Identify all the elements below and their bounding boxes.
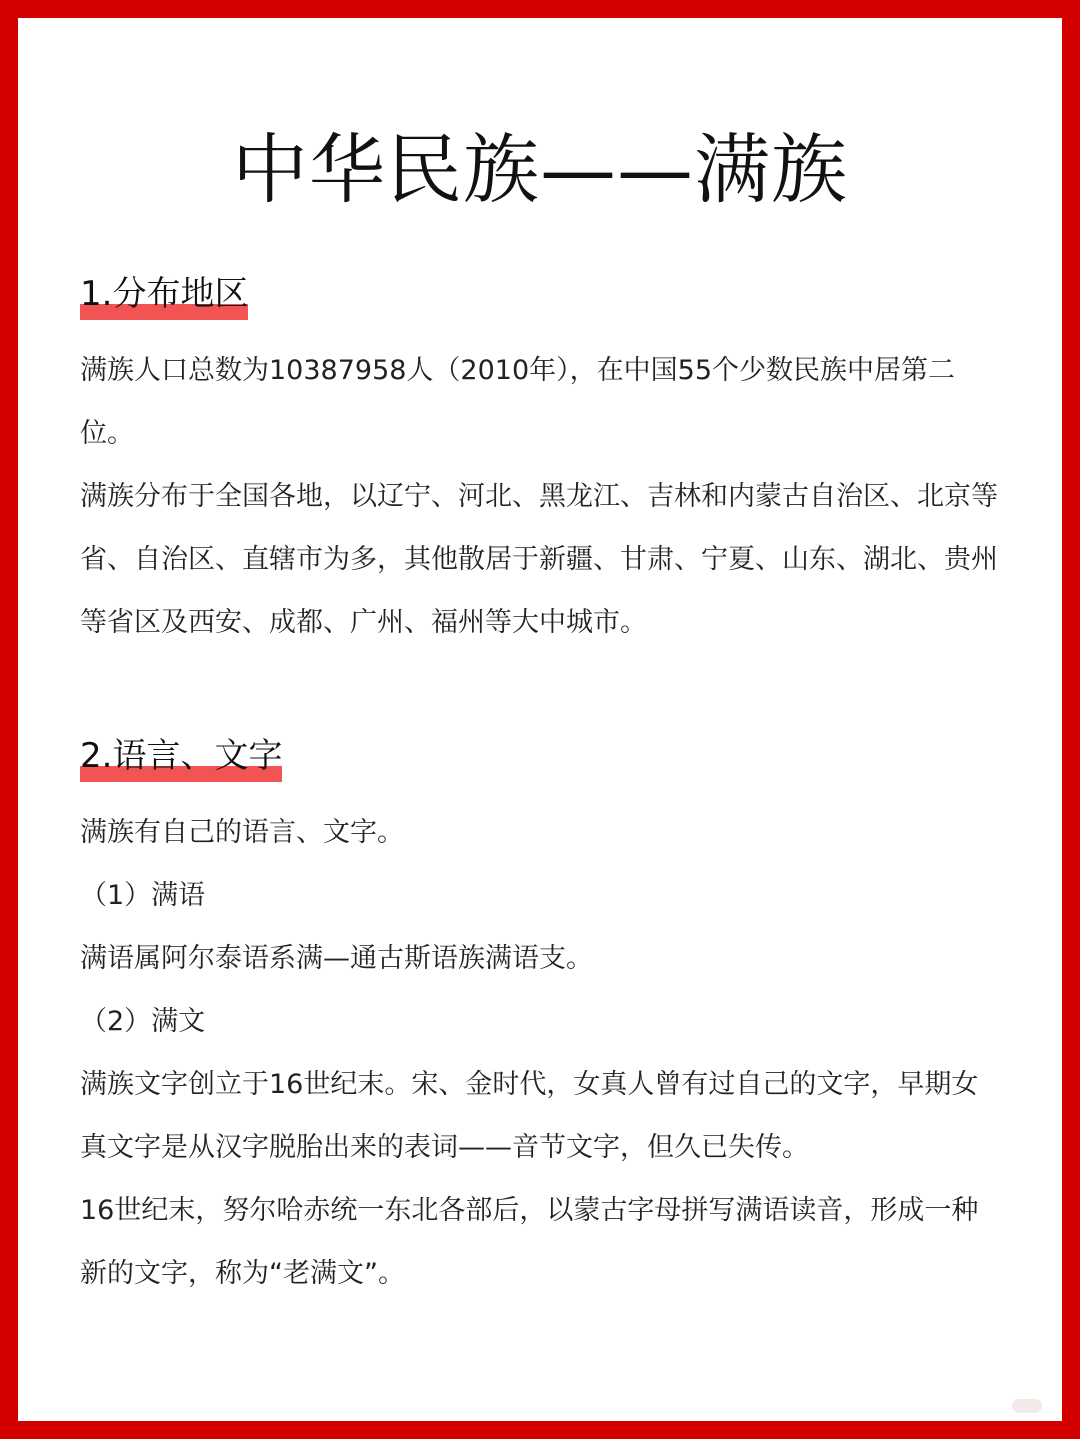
section-heading-distribution: [80, 272, 248, 316]
section-heading-language: [80, 734, 282, 778]
paragraph: （1）满语: [80, 880, 206, 911]
paragraph: 满语属阿尔泰语系满—通古斯语族满语支。: [80, 943, 593, 974]
section-body-distribution: [80, 339, 998, 654]
paragraph: 满族分布于全国各地，以辽宁、河北、黑龙江、吉林和内蒙古自治区、北京等省、自治区、直辖市为多，其他散居于新疆、甘肃、宁夏、山东、湖北、贵州等省区及西安、成都、广州、福州等大中城市。: [80, 481, 998, 638]
document-page: [18, 18, 1062, 1421]
page-title: 中华民族——满族: [232, 125, 848, 214]
section-body-language: [80, 801, 998, 1305]
paragraph: 满族文字创立于16世纪末。宋、金时代，女真人曾有过自己的文字，早期女真文字是从汉字脱胎出来的表词——音节文字，但久已失传。: [80, 1069, 979, 1163]
section-heading-text: 2.语言、文字: [80, 736, 283, 776]
paragraph: 满族人口总数为10387958人（2010年），在中国55个少数民族中居第二位。: [80, 355, 955, 449]
paragraph: 满族有自己的语言、文字。: [80, 817, 404, 848]
section-heading-text: 1.分布地区: [80, 274, 249, 314]
paragraph: （2）满文: [80, 1006, 206, 1037]
paragraph: 16世纪末，努尔哈赤统一东北各部后，以蒙古字母拼写满语读音，形成一种新的文字，称为“老满文”。: [80, 1195, 979, 1289]
watermark-mark: [1012, 1399, 1042, 1413]
